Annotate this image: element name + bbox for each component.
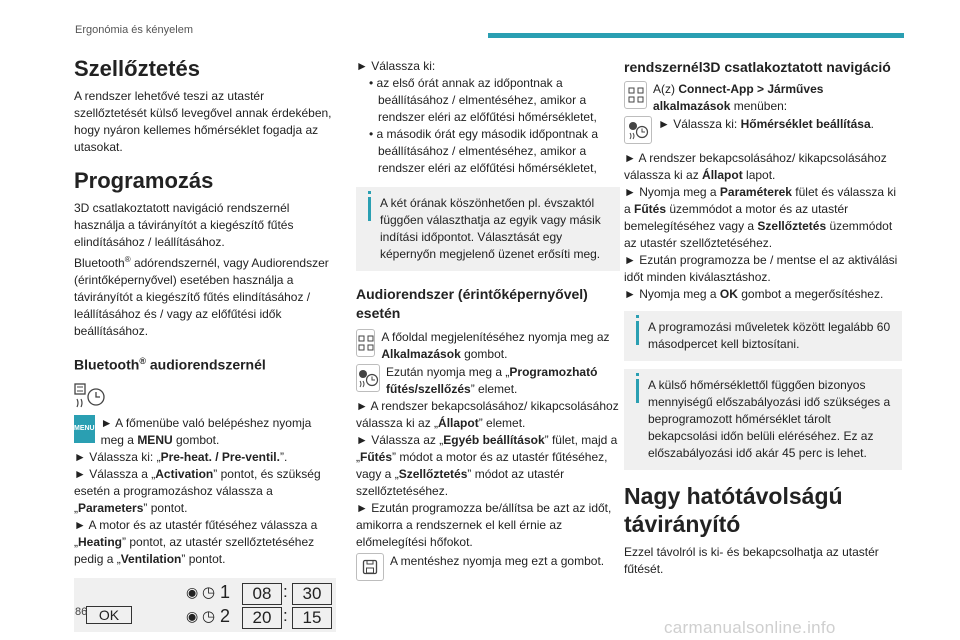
info-icon [636, 315, 639, 318]
apps-icon [356, 329, 375, 357]
clock-icon: ◷ [202, 583, 216, 601]
info-icon-bar [636, 379, 639, 403]
step-other-settings: ► Válassza az „Egyéb beállítások” fület, majd a „Fűtés” módot a motor és az utastér fűtéséhez, vagy a „Szellőztetés” módot az utastér szellőztetéséhez. [356, 433, 618, 498]
step-programmable: Ezután nyomja meg a „Programozható fűtés/szellőzés” elemet. [386, 365, 598, 396]
ok-button: OK [86, 606, 132, 624]
timer-2-label: 2 [220, 605, 231, 626]
timer-1-hours: 08 [242, 583, 282, 605]
apps-icon [624, 81, 647, 109]
column-3 [624, 58, 902, 578]
info-icon [636, 373, 639, 376]
heating-fan-icon [74, 383, 108, 409]
step-activation: ► Válassza a „Activation” pontot, és szükség esetén a programozáshoz válassza a „Parameters” pontot. [74, 466, 321, 515]
heading-audio: Audiorendszer (érintőképernyővel) esetén [356, 286, 588, 321]
target-icon: ◉ [186, 607, 199, 624]
step-heating-ventilation: ► A motor és az utastér fűtéséhez válassza a „Heating” pontot, az utastér szellőztetéséhez pedig a „Ventilation” pontot. [74, 517, 318, 566]
timer-1-label: 1 [220, 581, 231, 602]
info-icon-bar [636, 321, 639, 345]
select-bullet-1: • az első órát annak az időpontnak a beállításához / elmentéséhez, amikor a rendszer eléri az előfűtési hőmérsékletet, [369, 76, 597, 124]
timer-1-sep: : [283, 581, 288, 601]
heading-programming: Programozás [74, 168, 214, 193]
nav-step-params: ► Nyomja meg a Paraméterek fület és válassza ki a Fűtés üzemmódot a motor és az utastér bemelegítéséhez vagy a Szellőztetés üzemmódot az utastér szellőztetéséhez. [624, 185, 897, 250]
timer-2-hours: 20 [242, 607, 282, 629]
nav-step-menu: A(z) Connect-App > Járműves alkalmazások menüben: [653, 82, 824, 113]
watermark: carmanualsonline.info [664, 618, 836, 637]
remote-text: Ezzel távolról is ki- és bekapcsolhatja az utastér fűtését. [624, 545, 879, 576]
header-accent-bar [488, 33, 904, 38]
heating-fan-icon [624, 116, 652, 144]
heading-nav: rendszernél3D csatlakoztatott navigáció [624, 59, 891, 75]
ventilation-text: A rendszer lehetővé teszi az utastér szellőztetését külső levegővel annak érdekében, hogy nyáron kellemes hőmérséklet fogadja az utasokat. [74, 89, 332, 154]
running-header: Ergonómia és kényelem [75, 24, 194, 36]
heading-bluetooth: Bluetooth® audiorendszernél [74, 356, 266, 373]
heading-remote: Nagy hatótávolságú távirányító [624, 483, 843, 537]
timer-display [74, 578, 336, 632]
step-status: ► A rendszer bekapcsolásához/ kikapcsolásához válassza ki az „Állapot” elemet. [356, 399, 619, 430]
info-box-seasons: A két órának köszönhetően pl. évszaktól függően választhatja az egyik vagy másik indítási időpontot. Választását egy képernyőn megjelenő üzenet erősíti meg. [356, 187, 620, 271]
nav-step-ok: ► Nyomja meg a OK gombot a megerősítéshez. [624, 287, 884, 301]
save-icon [356, 553, 384, 581]
step-select-preheat: ► Válassza ki: „Pre-heat. / Pre-ventil.”. [74, 449, 288, 464]
step-program-time: ► Ezután programozza be/állítsa be azt az időt, amikorra a rendszernek el kell érnie az előmelegítési hőfokot. [356, 501, 612, 549]
target-icon: ◉ [186, 583, 199, 600]
info-box-preconditioning: A külső hőmérséklettől függően bizonyos mennyiségű előszabályozási idő szükséges a beprogramozott hőmérséklet tárolt bekapcsolási időn belüli eléréséhez. Ez az előszabályozási idő akár 45 perc is lehet. [624, 369, 902, 470]
timer-1-minutes: 30 [292, 583, 332, 605]
step-save: A mentéshez nyomja meg ezt a gombot. [390, 554, 605, 568]
info-icon [368, 191, 371, 194]
heating-fan-icon [356, 364, 380, 392]
step-menu: ► A főmenübe való belépéshez nyomja meg a MENU gombot. [100, 415, 312, 447]
programming-text-1: 3D csatlakoztatott navigáció rendszernél használja a távirányítót a kiegészítő fűtés elindításához / leállításához. [74, 201, 294, 249]
programming-text-2: Bluetooth® adórendszernél, vagy Audiorendszer (érintőképernyővel) esetében használja a távirányítót a kiegészítő fűtés elindításához / leállításához és / vagy az előfűtési idők beállításához. [74, 255, 329, 338]
info-icon-bar [368, 197, 371, 221]
nav-step-temp: ► Válassza ki: Hőmérséklet beállítása. [658, 117, 874, 131]
nav-step-program: ► Ezután programozza be / mentse el az aktiválási időt minden kiválasztáshoz. [624, 253, 898, 284]
timer-2-minutes: 15 [292, 607, 332, 629]
timer-2-sep: : [283, 605, 288, 625]
column-1 [74, 52, 336, 632]
column-2 [356, 58, 620, 581]
select-title: ► Válassza ki: [356, 59, 436, 73]
select-bullet-2: • a második órát egy második időpontnak a beállításához / elmentéséhez, amikor a rendszer eléri az előfűtési hőmérsékletet, [369, 127, 598, 175]
heading-ventilation: Szellőztetés [74, 56, 200, 81]
page-number: 86 [75, 606, 88, 618]
menu-icon: MENU [74, 415, 95, 443]
info-box-interval: A programozási műveletek között legalább 60 másodpercet kell biztosítani. [624, 311, 902, 361]
step-apps: A főoldal megjelenítéséhez nyomja meg az Alkalmazások gombot. [381, 330, 610, 361]
nav-step-status: ► A rendszer bekapcsolásához/ kikapcsolásához válassza ki az Állapot lapot. [624, 151, 887, 182]
clock-icon: ◷ [202, 607, 216, 625]
